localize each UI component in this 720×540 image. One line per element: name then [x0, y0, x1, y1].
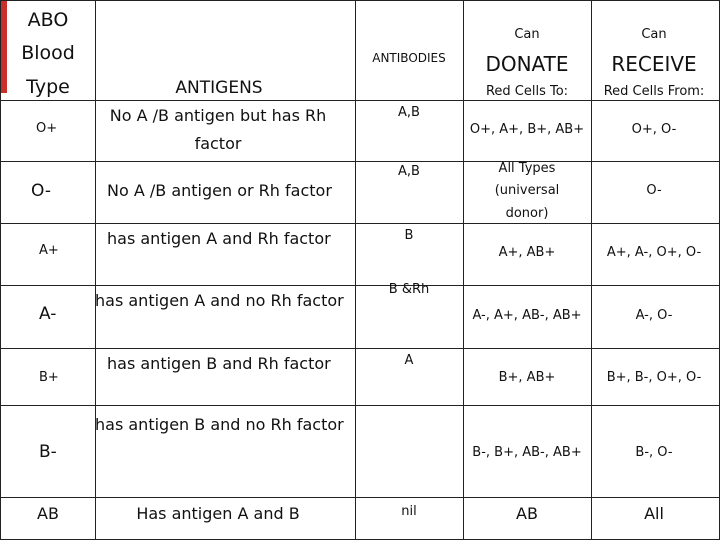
row-a-minus-antibodies: B &Rh — [388, 282, 430, 297]
row-a-plus-donate: A+, AB+ — [498, 245, 556, 260]
header-red-cells-to: Red Cells To: — [485, 84, 569, 99]
row-b-plus-donate: B+, AB+ — [498, 370, 556, 385]
header-red-cells-from: Red Cells From: — [603, 84, 705, 99]
header-can-receive: Can — [641, 27, 667, 42]
row-o-minus-donate-3: donor) — [505, 206, 549, 221]
row-ab-type: AB — [37, 504, 59, 523]
row-b-minus-antigens: has antigen B and no Rh factor — [95, 415, 344, 434]
grid-line — [1, 285, 719, 286]
header-antibodies: ANTIBODIES — [372, 51, 446, 65]
row-a-minus-antigens: has antigen A and no Rh factor — [95, 291, 344, 310]
row-o-minus-donate-2: (universal — [494, 183, 560, 198]
grid-line — [355, 1, 356, 539]
row-ab-donate: AB — [516, 504, 538, 523]
grid-line — [95, 1, 96, 539]
header-receive: RECEIVE — [611, 52, 697, 76]
grid-line — [591, 1, 592, 539]
row-o-minus-antibodies: A,B — [398, 164, 420, 179]
grid-line — [1, 161, 719, 162]
grid-line — [1, 497, 719, 498]
row-o-plus-antigens-cont: factor — [194, 134, 242, 153]
row-a-plus-receive: A+, A-, O+, O- — [606, 245, 702, 260]
header-can-donate: Can — [514, 27, 540, 42]
row-b-plus-antibodies: A — [404, 353, 414, 368]
row-o-plus-antibodies: A,B — [398, 105, 420, 120]
row-a-minus-donate: A-, A+, AB-, AB+ — [472, 308, 582, 323]
row-o-minus-type: O- — [31, 181, 51, 201]
row-b-minus-receive: B-, O- — [635, 445, 673, 460]
grid-line — [1, 405, 719, 406]
row-o-minus-receive: O- — [646, 183, 662, 198]
row-o-plus-donate: O+, A+, B+, AB+ — [469, 122, 585, 137]
grid-line — [463, 1, 464, 539]
accent-band — [1, 1, 7, 93]
header-type: Type — [26, 76, 70, 98]
row-b-minus-donate: B-, B+, AB-, AB+ — [472, 445, 582, 460]
grid-line — [1, 100, 719, 101]
row-o-minus-antigens: No A /B antigen or Rh factor — [107, 181, 332, 200]
row-b-minus-type: B- — [39, 442, 57, 462]
header-donate: DONATE — [485, 52, 569, 76]
row-b-plus-antigens: has antigen B and Rh factor — [107, 354, 331, 373]
grid-line — [1, 348, 719, 349]
row-ab-antigens: Has antigen A and B — [136, 504, 300, 523]
row-a-minus-type: A- — [39, 304, 57, 324]
row-ab-receive: All — [644, 504, 664, 523]
row-o-plus-receive: O+, O- — [631, 122, 677, 137]
row-ab-antibodies: nil — [401, 504, 417, 519]
row-b-plus-type: B+ — [39, 370, 59, 385]
row-o-plus-type: O+ — [36, 121, 58, 136]
row-a-plus-antibodies: B — [404, 228, 414, 243]
grid-line — [1, 223, 719, 224]
header-blood: Blood — [21, 42, 75, 64]
row-a-minus-receive: A-, O- — [635, 308, 673, 323]
row-a-plus-type: A+ — [39, 243, 59, 258]
row-a-plus-antigens: has antigen A and Rh factor — [107, 229, 331, 248]
row-b-plus-receive: B+, B-, O+, O- — [606, 370, 702, 385]
row-o-plus-antigens: No A /B antigen but has Rh — [109, 106, 327, 125]
header-antigens: ANTIGENS — [175, 78, 263, 98]
row-o-minus-donate-1: All Types — [498, 161, 556, 176]
header-abo: ABO — [27, 9, 69, 31]
